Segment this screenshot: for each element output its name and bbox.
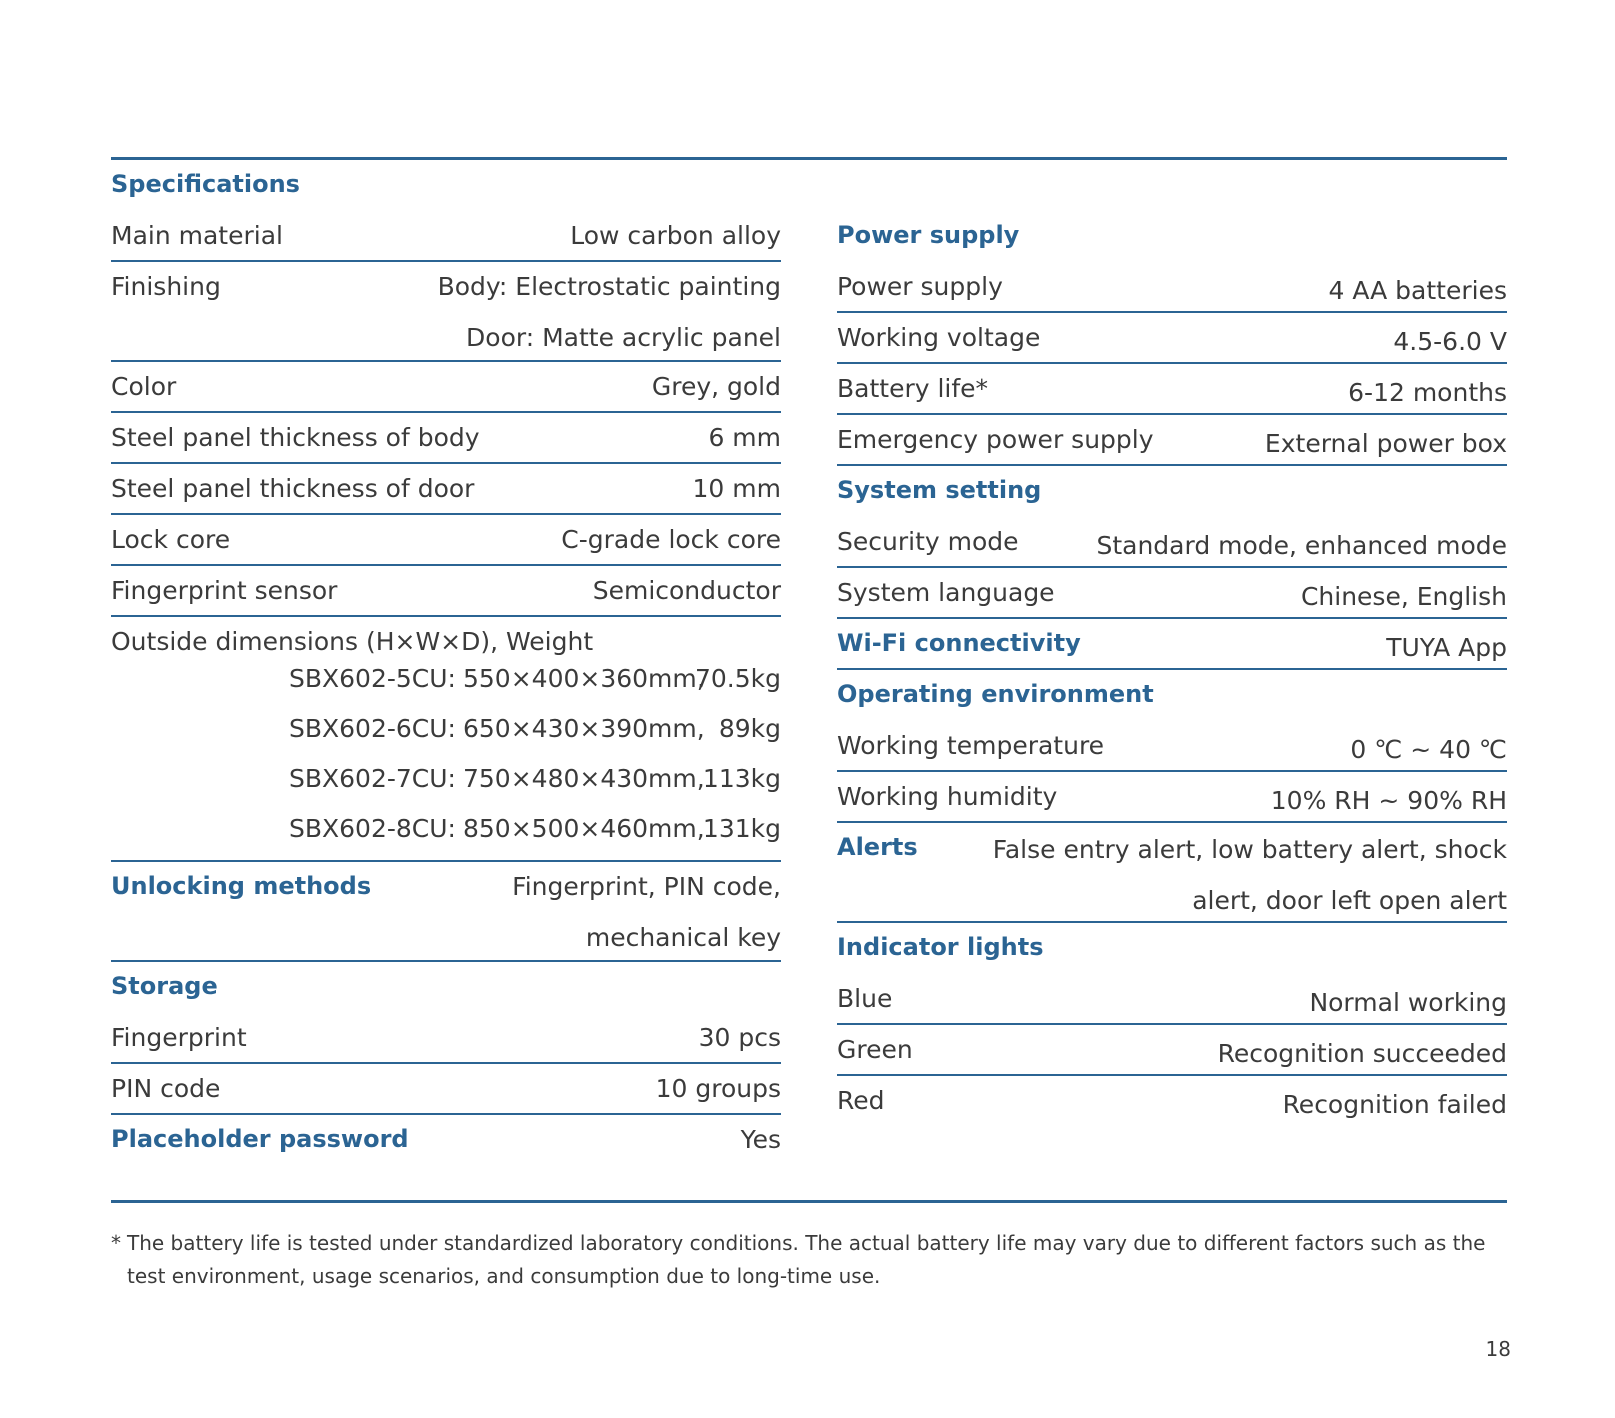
dimensions-table	[111, 660, 781, 862]
dimension-row	[111, 760, 781, 810]
spec-label: PIN code	[111, 1074, 221, 1103]
spec-value	[993, 824, 1507, 926]
storage-heading-row	[111, 962, 781, 1013]
spec-label: Fingerprint sensor	[111, 576, 338, 605]
spec-row-working-temperature	[837, 721, 1507, 772]
indicator-heading-row	[837, 923, 1507, 974]
dimension-size: 550×400×360mm,	[463, 664, 705, 693]
dimension-row	[111, 660, 781, 710]
spec-value-line: alert, door left open alert	[1192, 886, 1507, 915]
spec-value: Recognition succeeded	[1217, 1039, 1507, 1068]
dimension-model: SBX602-8CU:	[289, 814, 456, 843]
spec-row-unlocking-methods	[111, 862, 781, 962]
dimension-size: 750×480×430mm,	[463, 764, 705, 793]
dimension-size: 850×500×460mm,	[463, 814, 705, 843]
spec-value: Low carbon alloy	[570, 221, 781, 250]
spec-value: 10% RH ~ 90% RH	[1270, 786, 1507, 815]
power-supply-heading: Power supply	[837, 221, 1020, 249]
specifications-column	[111, 160, 781, 1166]
spec-label: Outside dimensions (H×W×D), Weight	[111, 627, 594, 656]
spec-label: Security mode	[837, 527, 1019, 556]
dimension-weight: 89kg	[718, 714, 781, 743]
spec-value	[512, 861, 781, 963]
spec-label: Working temperature	[837, 731, 1105, 760]
bottom-divider	[111, 1200, 1507, 1203]
spec-label: Steel panel thickness of door	[111, 474, 475, 503]
dimension-model: SBX602-6CU:	[289, 714, 456, 743]
storage-heading: Storage	[111, 972, 218, 1000]
spec-row-working-humidity	[837, 772, 1507, 823]
spec-label: System language	[837, 578, 1055, 607]
specifications-heading-row	[111, 160, 781, 211]
spec-label: Battery life*	[837, 374, 989, 403]
dimension-weight: 70.5kg	[694, 664, 781, 693]
power-system-column	[837, 211, 1507, 1127]
spec-row-pin-storage	[111, 1064, 781, 1115]
spec-row-power-supply	[837, 262, 1507, 313]
dimension-row	[111, 810, 781, 860]
wifi-connectivity-heading: Wi-Fi connectivity	[837, 629, 1081, 657]
spec-row-blue	[837, 974, 1507, 1025]
spec-value: 10 mm	[692, 474, 781, 503]
spec-value: Yes	[740, 1125, 781, 1154]
dimension-model: SBX602-7CU:	[289, 764, 456, 793]
dimension-weight: 113kg	[702, 764, 781, 793]
dimension-weight: 131kg	[702, 814, 781, 843]
spec-value: 6 mm	[708, 423, 781, 452]
spec-row-fingerprint-storage	[111, 1013, 781, 1064]
spec-row-system-language	[837, 568, 1507, 619]
environment-heading-row	[837, 670, 1507, 721]
spec-label: Working humidity	[837, 782, 1058, 811]
spec-row-security-mode	[837, 517, 1507, 568]
page-number: 18	[1485, 1337, 1511, 1361]
spec-row-main-material	[111, 211, 781, 262]
spec-row-body-thickness	[111, 413, 781, 464]
spec-value: C-grade lock core	[561, 525, 781, 554]
spec-row-red	[837, 1076, 1507, 1127]
spec-value-line: False entry alert, low battery alert, shock	[992, 835, 1507, 864]
unlocking-methods-heading: Unlocking methods	[111, 872, 372, 900]
footnote-text: The battery life is tested under standardized laboratory conditions. The actual battery life may vary due to different factors such as the test environment, usage scenarios, and consumption due to long-time use.	[127, 1231, 1486, 1288]
spec-label: Main material	[111, 221, 283, 250]
alerts-heading: Alerts	[837, 833, 918, 861]
spec-label: Emergency power supply	[837, 425, 1154, 454]
spec-value: Normal working	[1309, 988, 1507, 1017]
spec-label: Power supply	[837, 272, 1003, 301]
footnote	[111, 1227, 1511, 1293]
spec-value: Grey, gold	[651, 372, 781, 401]
spec-row-lock-core	[111, 515, 781, 566]
spec-label: Color	[111, 372, 177, 401]
spec-row-color	[111, 362, 781, 413]
spec-value-line: Body: Electrostatic painting	[437, 272, 781, 301]
spec-value: Standard mode, enhanced mode	[1096, 531, 1507, 560]
spec-label: Lock core	[111, 525, 231, 554]
spec-row-placeholder-password	[111, 1115, 781, 1166]
spec-label: Finishing	[111, 272, 221, 301]
dimension-size: 650×430×390mm,	[463, 714, 705, 743]
spec-value-line: Fingerprint, PIN code,	[512, 872, 781, 901]
spec-value: 0 ℃ ~ 40 ℃	[1350, 735, 1507, 764]
spec-value: 4 AA batteries	[1328, 276, 1507, 305]
spec-value-line: mechanical key	[585, 923, 781, 952]
spec-row-green	[837, 1025, 1507, 1076]
spec-label: Steel panel thickness of body	[111, 423, 480, 452]
placeholder-password-heading: Placeholder password	[111, 1125, 409, 1153]
spec-row-wifi	[837, 619, 1507, 670]
footnote-marker: *	[111, 1231, 121, 1255]
power-heading-row	[837, 211, 1507, 262]
spec-label: Red	[837, 1086, 885, 1115]
spec-row-door-thickness	[111, 464, 781, 515]
spec-value: 6-12 months	[1348, 378, 1507, 407]
operating-environment-heading: Operating environment	[837, 680, 1154, 708]
spec-row-emergency-power	[837, 415, 1507, 466]
spec-value: Recognition failed	[1282, 1090, 1507, 1119]
spec-label: Blue	[837, 984, 893, 1013]
spec-value: Chinese, English	[1300, 582, 1507, 611]
spec-label: Green	[837, 1035, 913, 1064]
spec-value: External power box	[1264, 429, 1507, 458]
spec-row-battery-life	[837, 364, 1507, 415]
spec-value: TUYA App	[1386, 633, 1507, 662]
spec-row-finishing	[111, 262, 781, 362]
spec-row-dimensions-title	[111, 617, 781, 660]
spec-row-alerts	[837, 823, 1507, 923]
system-heading-row	[837, 466, 1507, 517]
indicator-lights-heading: Indicator lights	[837, 933, 1044, 961]
spec-value-line: Door: Matte acrylic panel	[466, 323, 781, 352]
spec-value: 30 pcs	[698, 1023, 781, 1052]
spec-value: 10 groups	[655, 1074, 781, 1103]
spec-value: Semiconductor	[592, 576, 781, 605]
specifications-heading: Specifications	[111, 170, 300, 198]
dimension-row	[111, 710, 781, 760]
spec-value: 4.5-6.0 V	[1393, 327, 1507, 356]
dimension-model: SBX602-5CU:	[289, 664, 456, 693]
system-setting-heading: System setting	[837, 476, 1042, 504]
spec-row-working-voltage	[837, 313, 1507, 364]
spec-label: Working voltage	[837, 323, 1041, 352]
spec-value	[438, 261, 781, 363]
spec-row-fingerprint-sensor	[111, 566, 781, 617]
spec-label: Fingerprint	[111, 1023, 247, 1052]
